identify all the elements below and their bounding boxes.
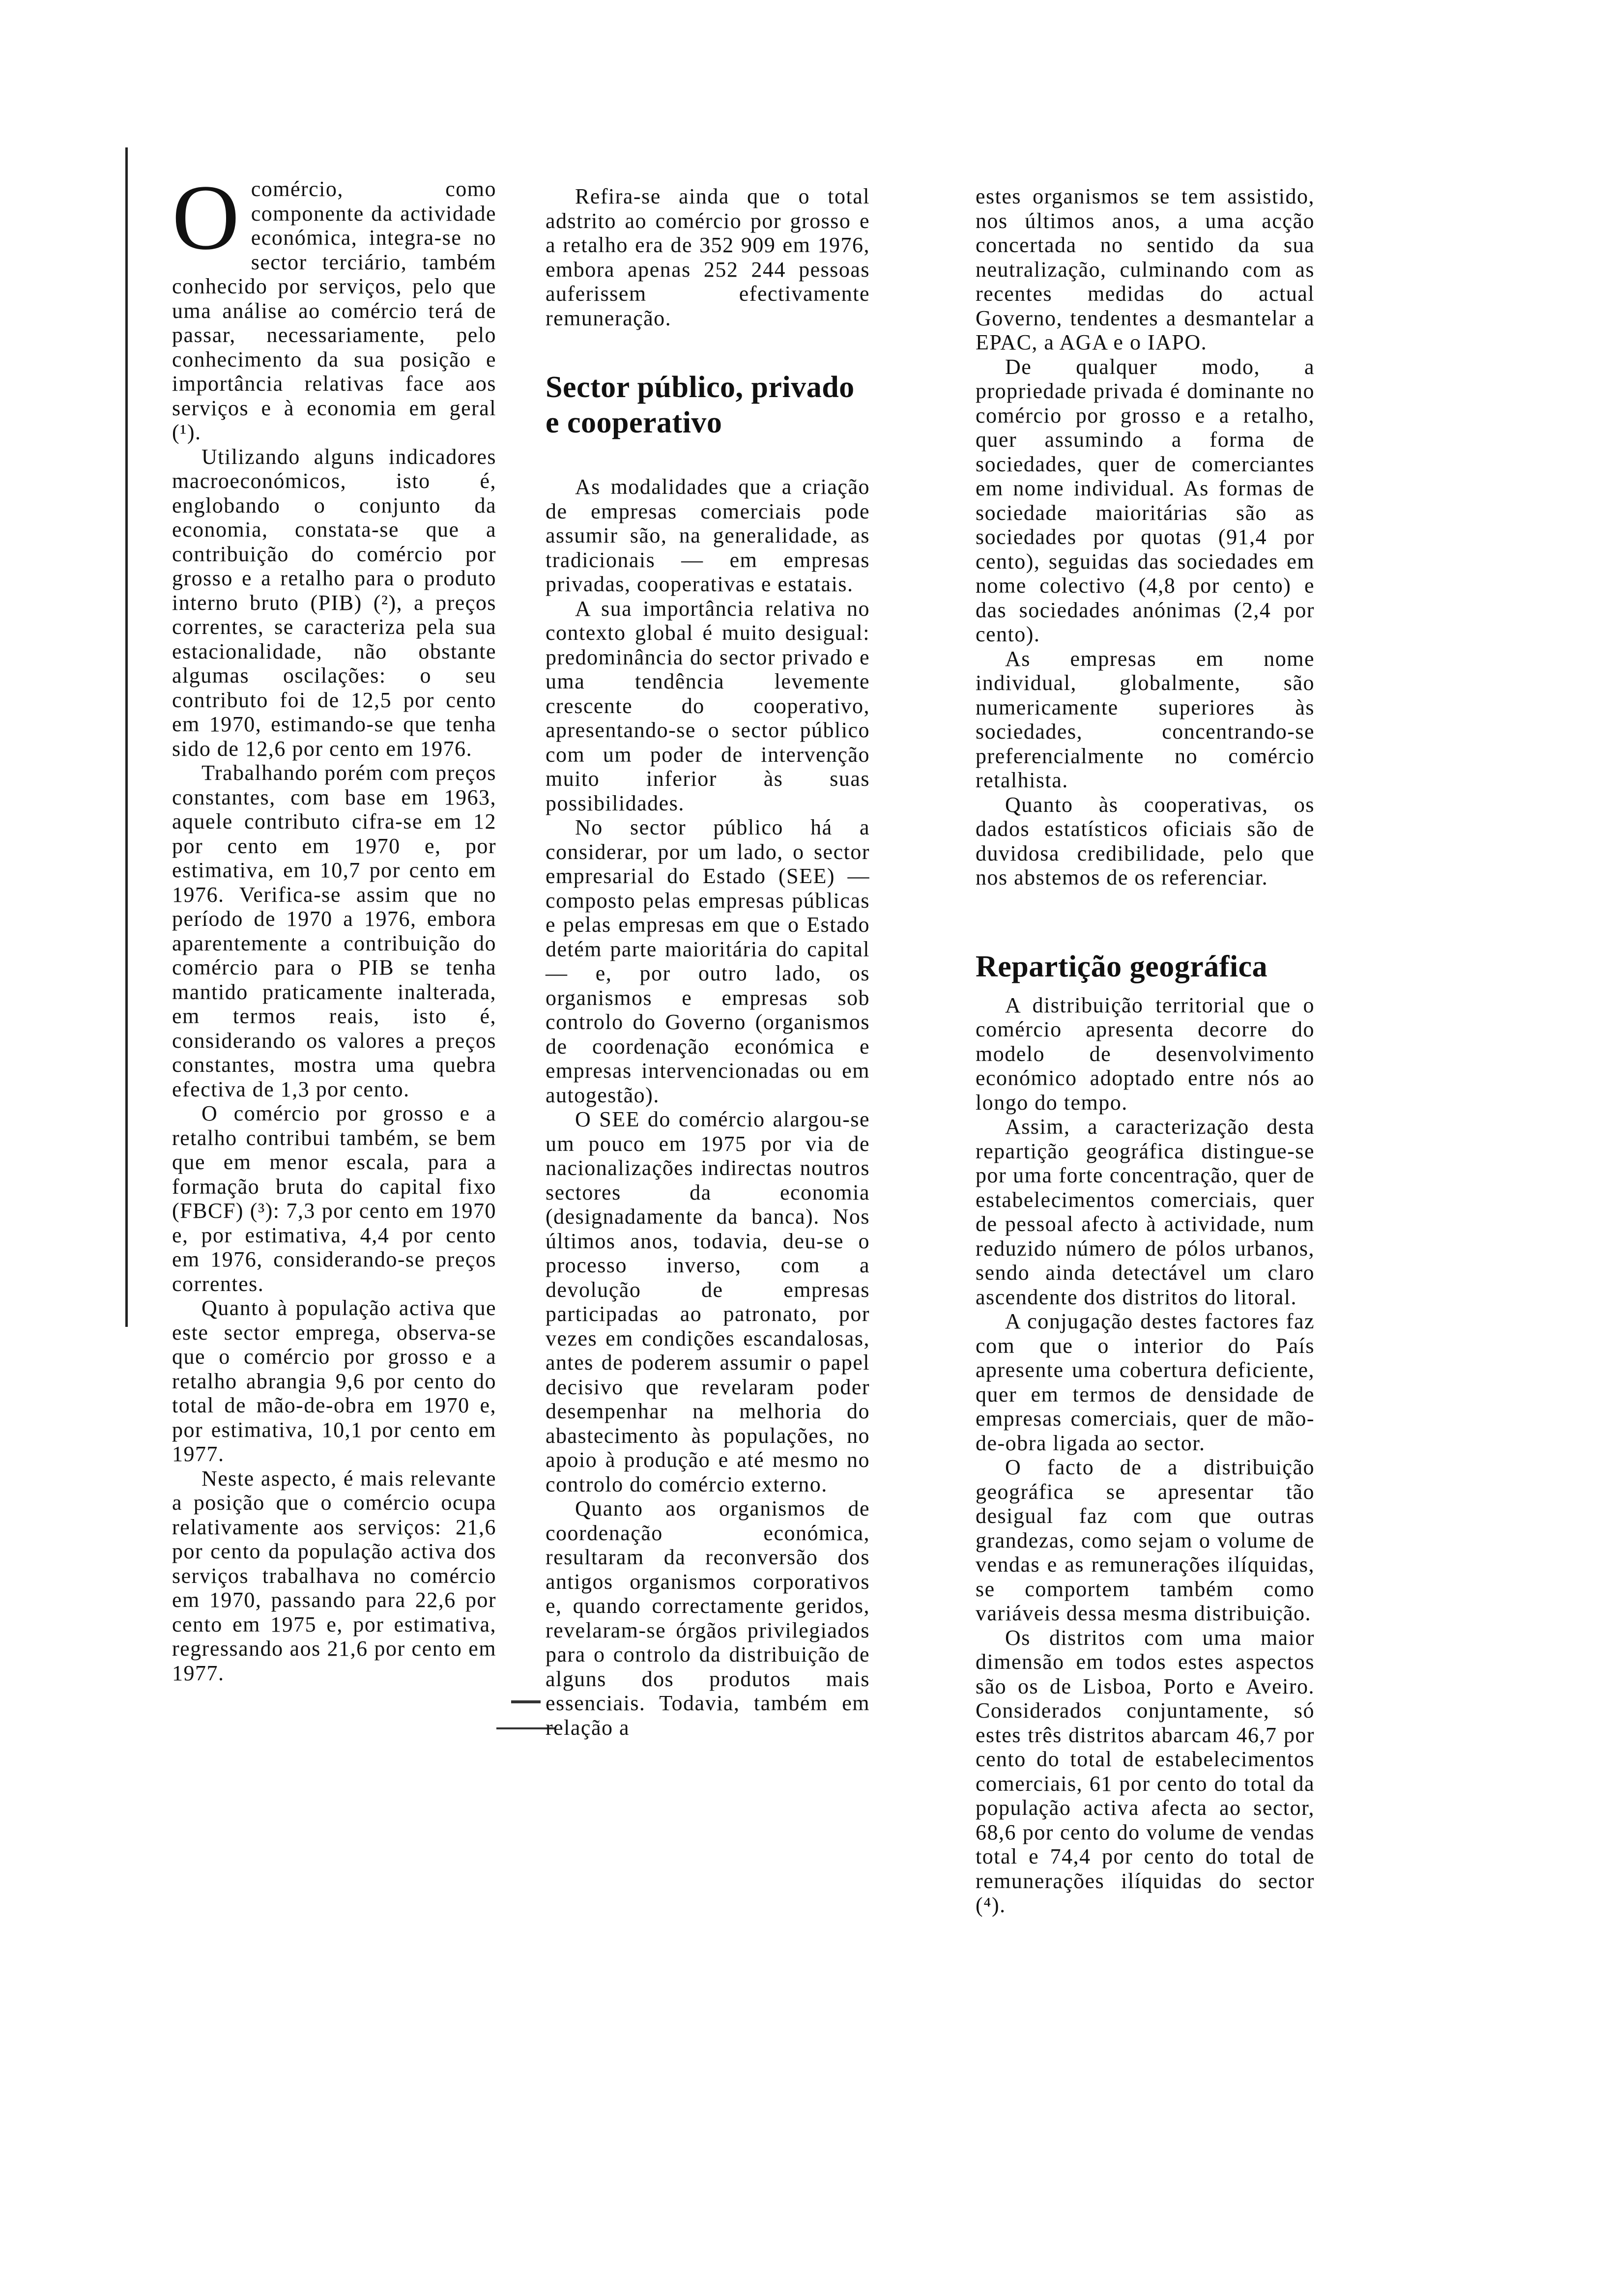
continued-paragraph: estes organismos se tem assistido, nos últimos anos, a uma acção concertada no sentido da sua neutralização, culminando com as recentes medidas do actual Governo, tendentes a desmantelar a EPAC, a AGA e o IAPO. (976, 184, 1315, 354)
paragraph: Quanto às cooperativas, os dados estatísticos oficiais são de duvidosa credibilidade, pelo que nos abstemos de os referenciar. (976, 792, 1315, 890)
paragraph: Neste aspecto, é mais relevante a posição que o comércio ocupa relativamente aos serviços: 21,6 por cento da população activa dos serviços trabalhava no comércio em 1970, passando para 22,6 por cento em 1975 e, por estimativa, regressando aos 21,6 por cento em 1977. (172, 1466, 496, 1685)
paragraph: As modalidades que a criação de empresas comerciais pode assumir são, na generalidade, as tradicionais — em empresas privadas, cooperativas e estatais. (546, 475, 870, 596)
section-heading: Sector público, privado e cooperativo (546, 371, 855, 439)
paragraph: Utilizando alguns indicadores macroeconómicos, isto é, englobando o conjunto da economia, constata-se que a contribuição do comércio por grosso e a retalho para o produto interno bruto (PIB) (²), a preços correntes, se caracteriza pela sua estacionalidade, não obstante algumas oscilações: o seu contributo foi de 12,5 por cento em 1970, estimando-se que tenha sido de 12,6 por cento em 1976. (172, 444, 496, 761)
paragraph: De qualquer modo, a propriedade privada é dominante no comércio por grosso e a retalho, quer assumindo a forma de sociedades, quer de comerciantes em nome individual. As formas de sociedade maioritárias são as sociedades por quotas (91,4 por cento), seguidas das sociedades em nome colectivo (4,8 por cento) e das sociedades anónimas (2,4 por cento). (976, 354, 1315, 646)
paragraph: A distribuição territorial que o comércio apresenta decorre do modelo de desenvolvimento económico adoptado entre nós ao longo do tempo. (976, 993, 1315, 1115)
paragraph: Refira-se ainda que o total adstrito ao comércio por grosso e a retalho era de 352 909 em 1976, embora apenas 252 244 pessoas auferissem efectivamente remuneração. (546, 184, 870, 330)
article-column-2 (546, 184, 870, 1740)
paragraph: Quanto aos organismos de coordenação económica, resultaram da reconversão dos antigos organismos corporativos e, quando correctamente geridos, revelaram-se órgãos privilegiados para o controlo da distribuição de alguns dos produtos mais essenciais. Todavia, também em relação a (546, 1496, 870, 1740)
column-rule (125, 147, 128, 1327)
paragraph: As empresas em nome individual, globalmente, são numericamente superiores às sociedades, concentrando-se preferencialmente no comércio retalhista. (976, 646, 1315, 792)
paragraph: O facto de a distribuição geográfica se apresentar tão desigual faz com que outras grandezas, como sejam o volume de vendas e as remunerações ilíquidas, se comportem também como variáveis dessa mesma distribuição. (976, 1455, 1315, 1625)
paragraph: O comércio por grosso e a retalho contribui também, se bem que em menor escala, para a formação bruta do capital fixo (FBCF) (³): 7,3 por cento em 1970 e, por estimativa, 4,4 por cento em 1976, considerando-se preços correntes. (172, 1101, 496, 1296)
paragraph: A sua importância relativa no contexto global é muito desigual: predominância do sector privado e uma tendência levemente crescente do cooperativo, apresentando-se o sector público com um poder de intervenção muito inferior às suas possibilidades. (546, 596, 870, 815)
paragraph: Os distritos com uma maior dimensão em todos estes aspectos são os de Lisboa, Porto e Aveiro. Considerados conjuntamente, só estes três distritos abarcam 46,7 por cento do total de estabelecimentos comerciais, 61 por cento do total da população activa afecta ao sector, 68,6 por cento do volume de vendas total e 74,4 por cento do total de remunerações ilíquidas do sector (⁴). (976, 1625, 1315, 1917)
scan-mark (511, 1700, 541, 1703)
paragraph-text: comércio, como componente da actividade económica, integra-se no sector terciário, também conhecido por serviços, pelo que uma análise ao comércio terá de passar, necessariamente, pelo conhecimento da sua posição e importância relativas face aos serviços e à economia em geral (¹). (172, 177, 496, 444)
article-column-3 (976, 184, 1315, 1918)
paragraph: Quanto à população activa que este sector emprega, observa-se que o comércio por grosso e a retalho abrangia 9,6 por cento do total de mão-de-obra em 1970 e, por estimativa, 10,1 por cento em 1977. (172, 1296, 496, 1466)
paragraph: No sector público há a considerar, por um lado, o sector empresarial do Estado (SEE) — composto pelas empresas públicas e pelas empresas em que o Estado detém parte maioritária do capital — e, por outro lado, os organismos e empresas sob controlo do Governo (organismos de coordenação económica e empresas intervencionadas ou em autogestão). (546, 815, 870, 1107)
opening-paragraph (172, 166, 496, 445)
article-column-1 (172, 166, 496, 1685)
paragraph: O SEE do comércio alargou-se um pouco em 1975 por via de nacionalizações indirectas noutros sectores da economia (designadamente da banca). Nos últimos anos, todavia, deu-se o processo inverso, com a devolução de empresas participadas ao patronato, por vezes em condições escandalosas, antes de poderem assumir o papel decisivo que revelaram poder desempenhar na melhoria do abastecimento às populações, no apoio à produção e até mesmo no controlo do comércio externo. (546, 1107, 870, 1496)
drop-cap: O (172, 166, 240, 269)
paragraph: Assim, a caracterização desta repartição geográfica distingue-se por uma forte concentração, quer de estabelecimentos comerciais, quer de pessoal afecto à actividade, num reduzido número de pólos urbanos, sendo ainda detectável um claro ascendente dos distritos do litoral. (976, 1115, 1315, 1309)
paragraph: A conjugação destes factores faz com que o interior do País apresente uma cobertura deficiente, quer em termos de densidade de empresas comerciais, quer de mão-de-obra ligada ao sector. (976, 1309, 1315, 1455)
section-heading: Repartição geográfica (976, 949, 1268, 983)
paragraph: Trabalhando porém com preços constantes, com base em 1963, aquele contributo cifra-se em 12 por cento em 1970 e, por estimativa, em 10,7 por cento em 1976. Verifica-se assim que no período de 1970 a 1976, embora aparentemente a contribuição do comércio para o PIB se tenha mantido praticamente inalterada, em termos reais, isto é, considerando os valores a preços constantes, mostra uma quebra efectiva de 1,3 por cento. (172, 761, 496, 1101)
